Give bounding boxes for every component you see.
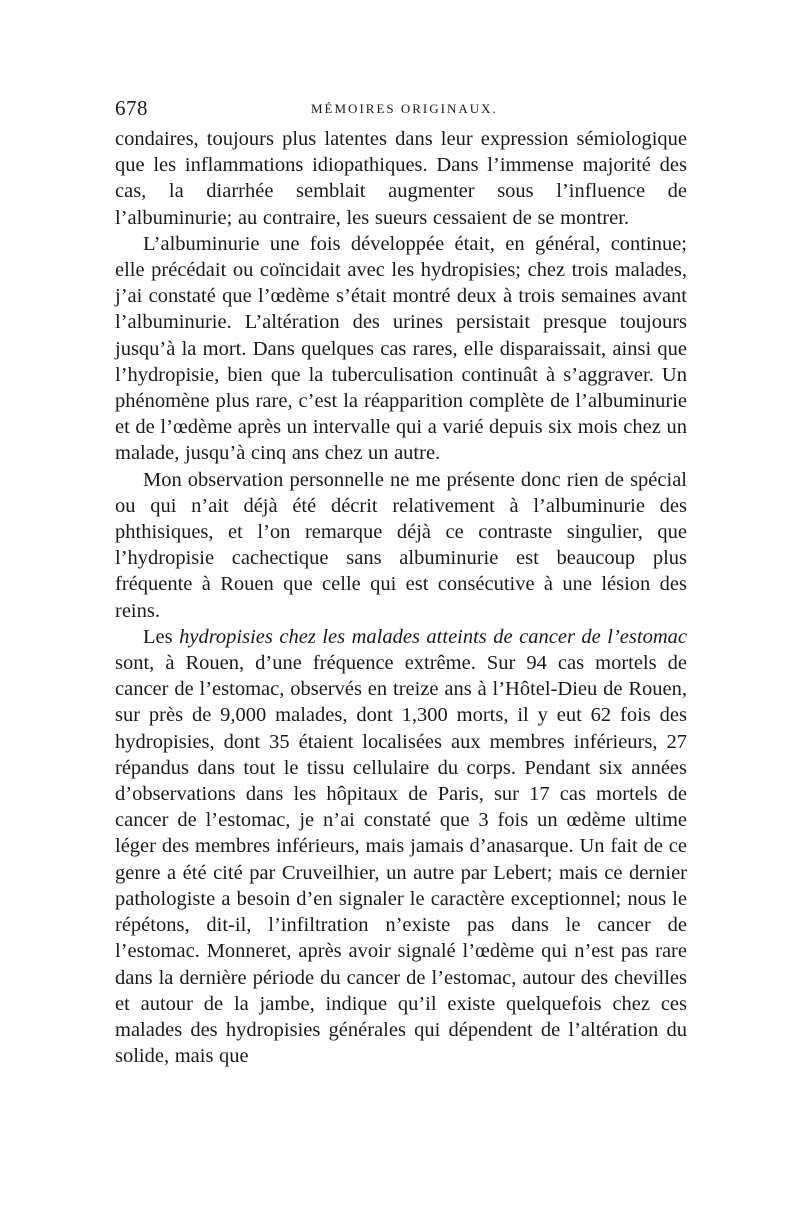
- paragraph-albuminuria: L’albuminurie une fois développée était, en général, continue; elle précédait ou coïncidait avec les hydropisies; chez trois malades, j’ai constaté que l’œdème s’était montré deux à trois semaines avant l’albuminurie. L’altération des urines persistait presque toujours jusqu’à la mort. Dans quelques cas rares, elle disparaissait, ainsi que l’hydropisie, bien que la tuberculisation continuât à s’aggraver. Un phénomène plus rare, c’est la réapparition complète de l’albuminurie et de l’œdème après un intervalle qui a varié depuis six mois chez un malade, jusqu’à cinq ans chez un autre.: [115, 232, 687, 465]
- page-number: 678: [115, 96, 148, 120]
- page-header: [115, 96, 687, 126]
- paragraph-gastric-cancer: [115, 624, 687, 1069]
- paragraph-rest: sont, à Rouen, d’une fréquence extrême. Sur 94 cas mortels de cancer de l’estomac, observés en treize ans à l’Hôtel-Dieu de Rouen, sur près de 9,000 malades, dont 1,300 morts, il y eut 62 fois des hydropisies, dont 35 étaient localisées aux membres inférieurs, 27 répandus dans tout le tissu cellulaire du corps. Pendant six années d’observations dans les hôpitaux de Paris, sur 17 cas mortels de cancer de l’estomac, je n’ai constaté que 3 fois un œdème ultime léger des membres inférieurs, mais jamais d’anasarque. Un fait de ce genre a été cité par Cruveilhier, un autre par Lebert; mais ce dernier pathologiste a besoin d’en signaler le caractère exceptionnel; nous le répétons, dit-il, l’infiltration n’existe pas dans le cancer de l’estomac. Monneret, après avoir signalé l’œdème qui n’est pas rare dans la dernière période du cancer de l’estomac, autour des chevilles et autour de la jambe, indique qu’il existe quelquefois chez ces malades des hydropisies générales qui dépendent de l’altération du solide, mais que: [115, 652, 687, 1068]
- running-title: MÉMOIRES ORIGINAUX.: [311, 101, 498, 116]
- paragraph-continuation: condaires, toujours plus latentes dans leur expression sémiologique que les inflammations idiopathiques. Dans l’immense majorité des cas, la diarrhée semblait augmenter sous l’influence de l’albuminurie; au contraire, les sueurs cessaient de se montrer.: [115, 128, 687, 229]
- body-text: [115, 126, 687, 1069]
- paragraph-lead: Les: [143, 625, 180, 648]
- paragraph-personal-observation: Mon observation personnelle ne me présente donc rien de spécial ou qui n’ait déjà été décrit relativement à l’albuminurie des phthisiques, et l’on remarque déjà ce contraste singulier, que l’hydropisie cachectique sans albuminurie est beaucoup plus fréquente à Rouen que celle qui est consécutive à une lésion des reins.: [115, 468, 687, 622]
- italic-phrase: hydropisies chez les malades atteints de cancer de l’estomac: [179, 625, 687, 648]
